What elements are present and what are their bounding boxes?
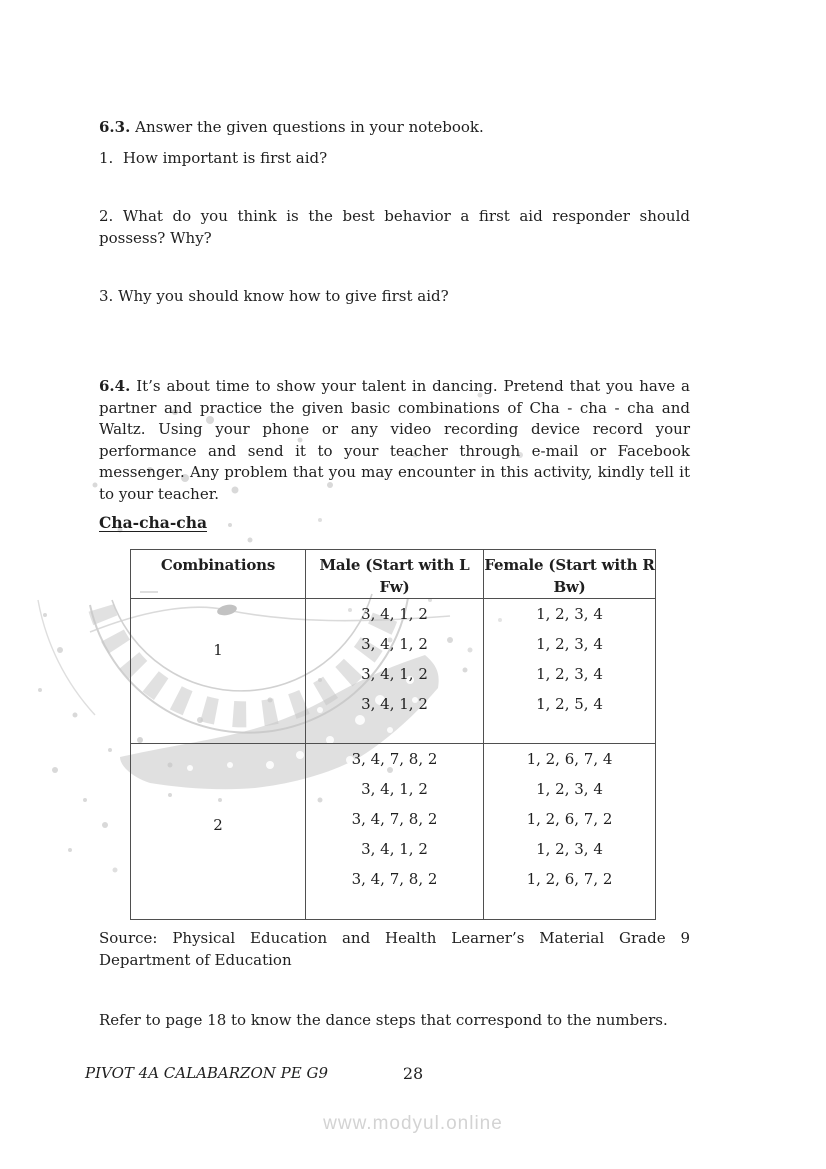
text-line: possess? Why? <box>99 228 212 247</box>
male-steps-cell <box>306 599 484 744</box>
column-header-male: Male (Start with L Fw) <box>306 550 484 599</box>
text-line: 3, 4, 1, 2 <box>361 665 428 683</box>
page-number: 28 <box>402 1064 424 1083</box>
text-line: 1, 2, 6, 7, 2 <box>526 810 613 828</box>
text-line: to your teacher. <box>99 484 220 503</box>
section-number: 6.3. <box>99 118 131 136</box>
section-6-4-paragraph <box>99 376 690 505</box>
female-steps-cell <box>484 599 656 744</box>
text-line: 1, 2, 3, 4 <box>536 635 603 653</box>
combination-number-cell: 1 <box>131 599 306 744</box>
question-2 <box>99 206 690 249</box>
text-line: 1, 2, 6, 7, 2 <box>526 870 613 888</box>
text-line: 3, 4, 7, 8, 2 <box>351 750 438 768</box>
question-1: 1. How important is first aid? <box>99 149 328 167</box>
section-text: Answer the given questions in your notebook. <box>135 118 484 136</box>
paragraph-first-line <box>99 376 690 398</box>
table-row-combination-1 <box>131 599 656 744</box>
text-line: 1, 2, 3, 4 <box>536 840 603 858</box>
text-line: 3, 4, 7, 8, 2 <box>351 870 438 888</box>
text-line: 3, 4, 1, 2 <box>361 605 428 623</box>
text-line: 3, 4, 1, 2 <box>361 695 428 713</box>
text-line: 1, 2, 5, 4 <box>536 695 603 713</box>
table-row-combination-2 <box>131 744 656 920</box>
text-line: Waltz. Using your phone or any video recording device record your <box>99 420 690 438</box>
text-line: 1, 2, 6, 7, 4 <box>526 750 613 768</box>
refer-note: Refer to page 18 to know the dance steps that correspond to the numbers. <box>99 1011 668 1029</box>
text-line: 3, 4, 1, 2 <box>361 840 428 858</box>
section-number: 6.4. <box>99 377 131 395</box>
column-header-combinations: Combinations <box>131 550 306 599</box>
text-line: partner and practice the given basic combinations of Cha - cha - cha and <box>99 398 690 417</box>
paragraph-continuation <box>99 398 690 506</box>
section-6-3-heading <box>99 117 690 139</box>
text-line: 1, 2, 3, 4 <box>536 605 603 623</box>
text-line: 3, 4, 1, 2 <box>361 780 428 798</box>
text-line: Source: Physical Education and Health Learner’s Material Grade 9 <box>99 929 690 947</box>
dance-heading: Cha-cha-cha <box>99 513 208 532</box>
text-line: 1, 2, 3, 4 <box>536 665 603 683</box>
text-line: performance and send it to your teacher through e-mail or Facebook <box>99 441 690 460</box>
column-header-female: Female (Start with R Bw) <box>484 550 656 599</box>
question-3: 3. Why you should know how to give first aid? <box>99 287 449 305</box>
combination-number-cell: 2 <box>131 744 306 920</box>
text-line: messenger. Any problem that you may encounter in this activity, kindly tell it <box>99 463 690 481</box>
text-line: 2. What do you think is the best behavior a first aid responder should <box>99 207 690 225</box>
site-watermark: www.modyul.online <box>323 1113 503 1134</box>
footer-module-title: PIVOT 4A CALABARZON PE G9 <box>85 1064 329 1082</box>
text-line: 3, 4, 7, 8, 2 <box>351 810 438 828</box>
cha-cha-cha-table <box>130 549 656 920</box>
source-note <box>99 928 690 971</box>
text-line: 1, 2, 3, 4 <box>536 780 603 798</box>
male-steps-cell <box>306 744 484 920</box>
text-line: 3, 4, 1, 2 <box>361 635 428 653</box>
table-header-row <box>131 550 656 599</box>
female-steps-cell <box>484 744 656 920</box>
text-line: Department of Education <box>99 950 292 969</box>
paragraph-line-text: It’s about time to show your talent in dancing. Pretend that you have a <box>136 377 690 395</box>
